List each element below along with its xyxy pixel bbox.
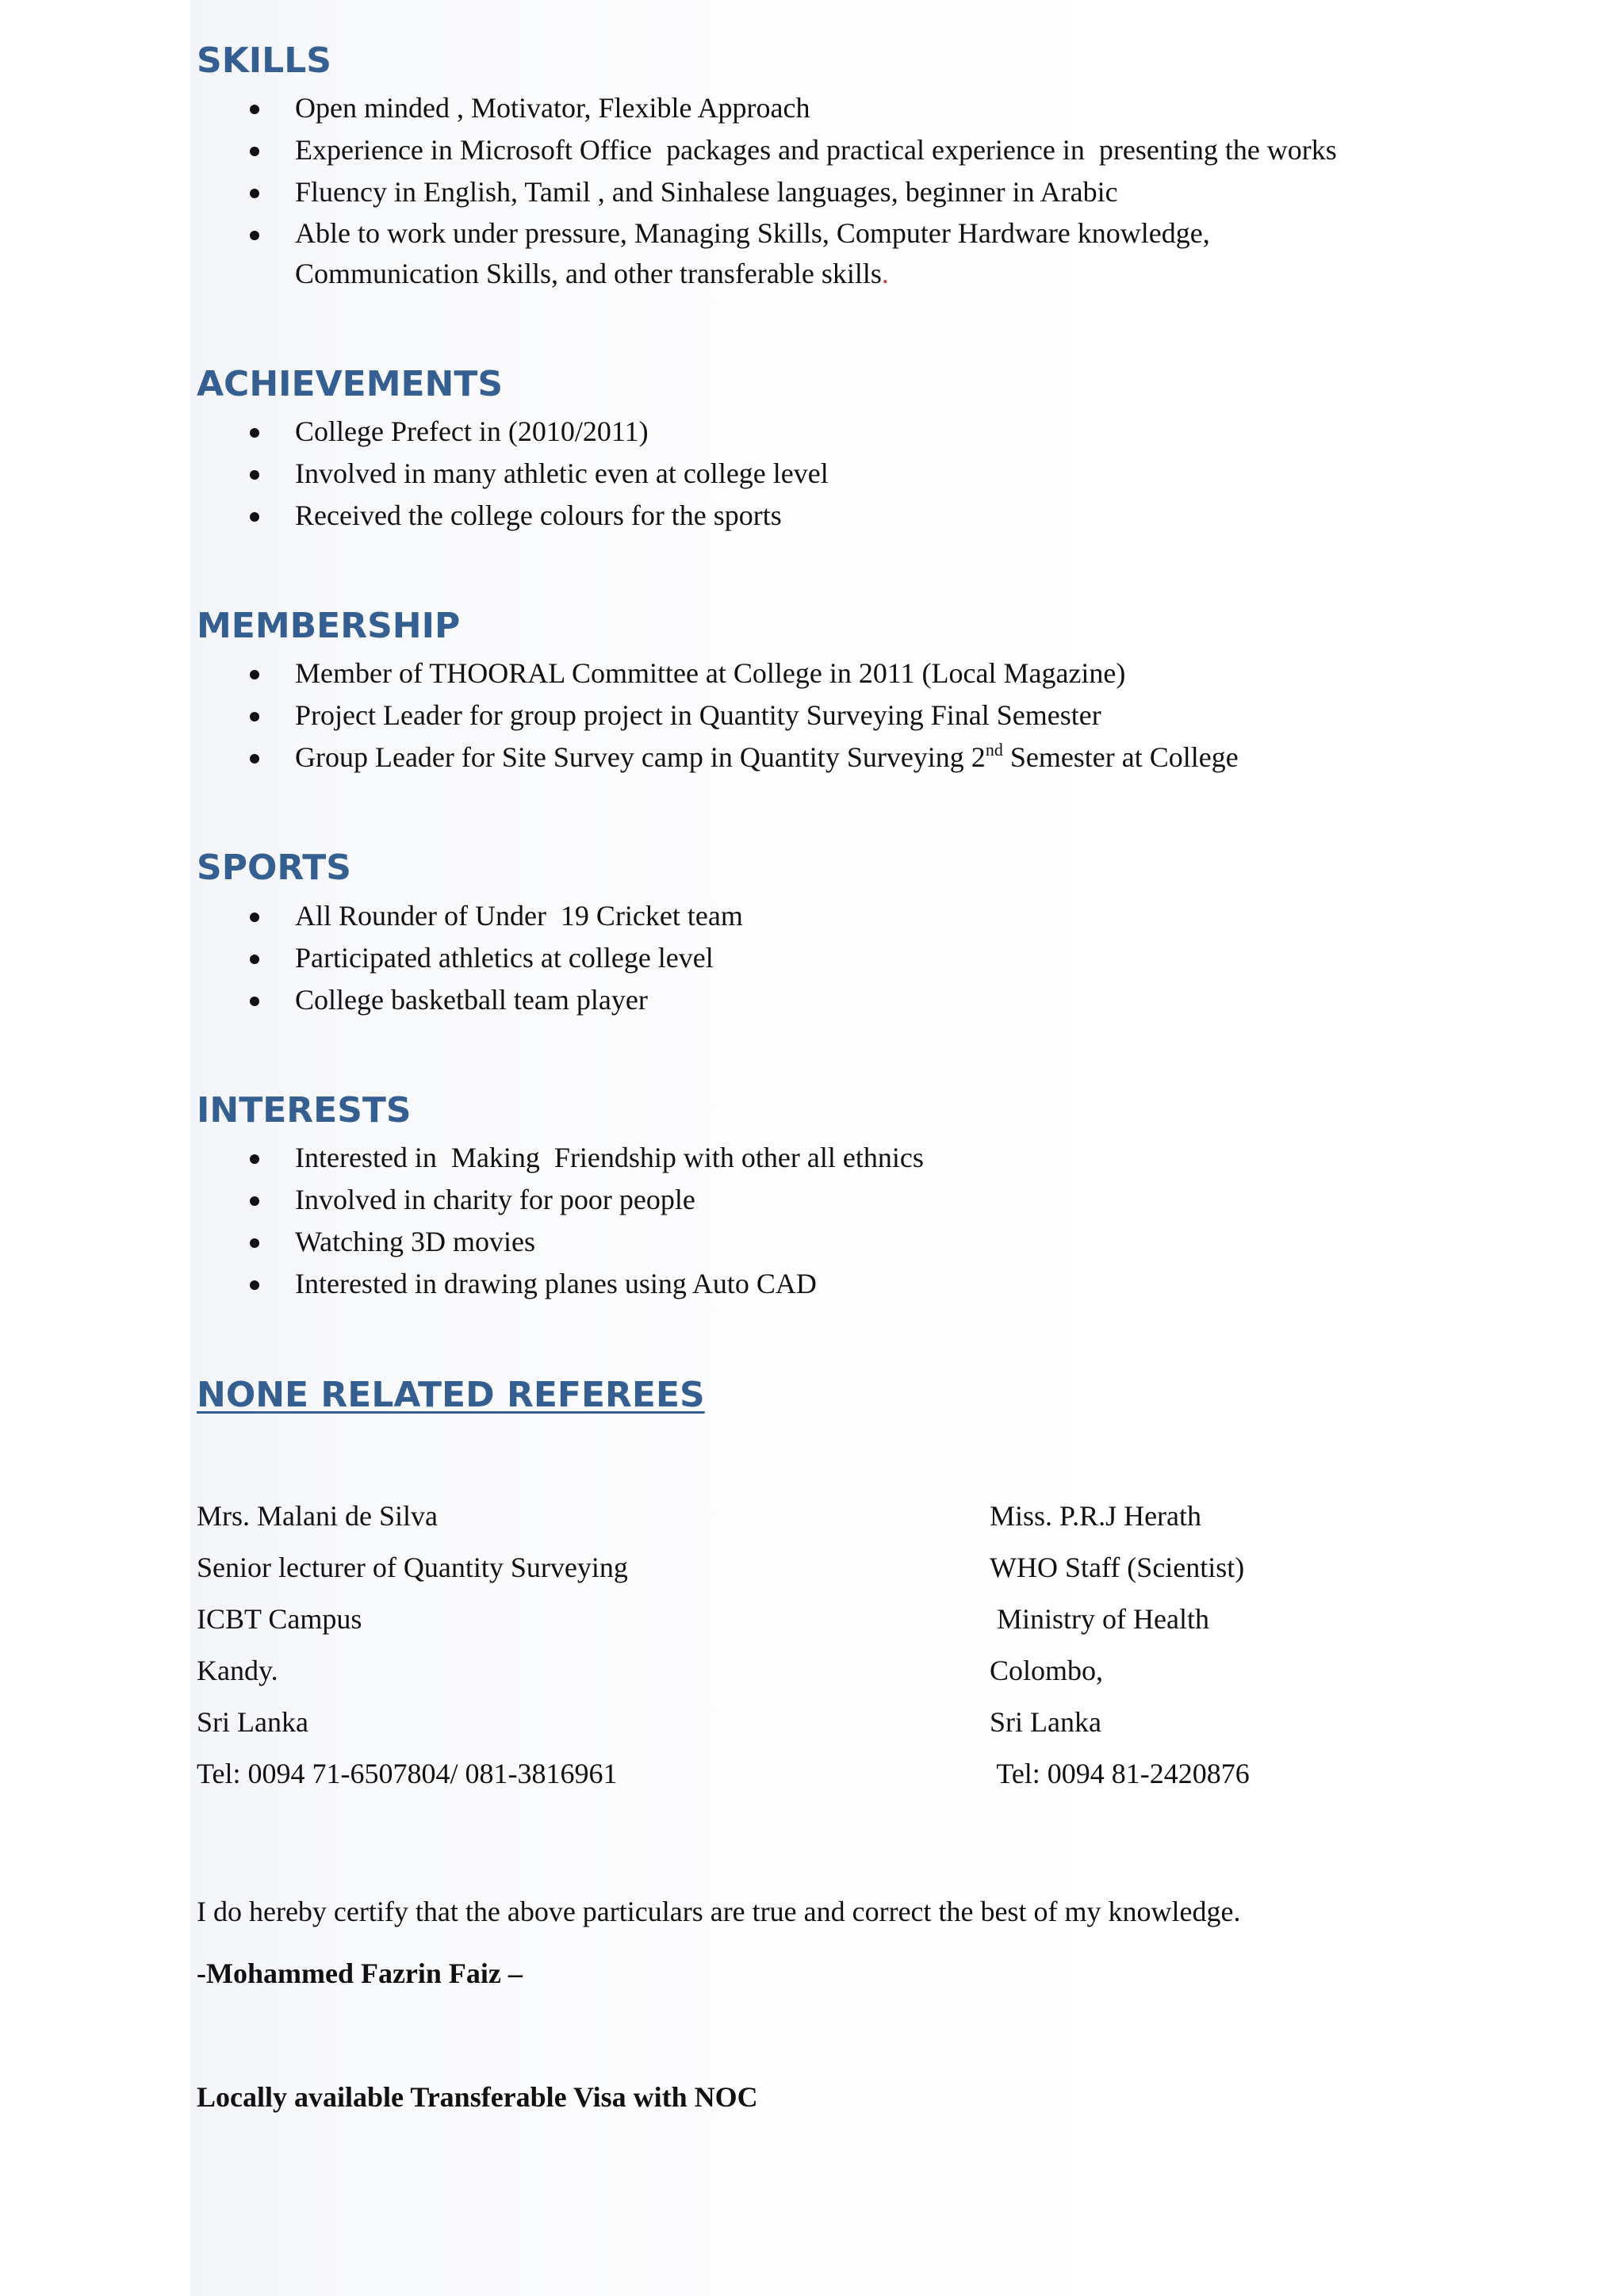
bullet-icon: [250, 997, 259, 1006]
list-item: Project Leader for group project in Quantity Surveying Final Semester: [197, 695, 1239, 737]
membership-list: [197, 652, 1239, 779]
interests-heading: INTERESTS: [197, 1090, 412, 1131]
list-item: Experience in Microsoft Office packages and practical experience in presenting the works: [197, 129, 1337, 171]
list-item: Able to work under pressure, Managing Skills, Computer Hardware knowledge, Communication Skills, and other transferable skills.: [197, 213, 1337, 294]
referee-phone: Tel: 0094 71-6507804/ 081-3816961: [197, 1758, 618, 1789]
interests-list: [197, 1137, 924, 1305]
skills-heading: SKILLS: [197, 40, 331, 81]
list-item: Fluency in English, Tamil , and Sinhalese languages, beginner in Arabic: [197, 171, 1337, 213]
achievements-list: [197, 411, 829, 537]
bullet-icon: [250, 147, 259, 156]
list-item: College basketball team player: [197, 979, 743, 1021]
membership-heading: MEMBERSHIP: [197, 606, 461, 646]
bullet-icon: [250, 105, 259, 114]
signature: -Mohammed Fazrin Faiz –: [197, 1957, 523, 1989]
skills-list: [197, 87, 1337, 294]
referee-organization: Ministry of Health: [990, 1603, 1209, 1635]
sports-heading: SPORTS: [197, 848, 351, 888]
list-item: Member of THOORAL Committee at College in 2011 (Local Magazine): [197, 652, 1239, 695]
bullet-icon: [250, 470, 259, 480]
referee-organization: ICBT Campus: [197, 1603, 362, 1635]
bullet-icon: [250, 231, 259, 240]
referee-right: [990, 1490, 1250, 1800]
list-item: College Prefect in (2010/2011): [197, 411, 829, 453]
list-item: Involved in charity for poor people: [197, 1179, 924, 1221]
bullet-icon: [250, 670, 259, 679]
referee-name: Miss. P.R.J Herath: [990, 1500, 1202, 1532]
referee-city: Colombo,: [990, 1655, 1104, 1686]
list-item: Involved in many athletic even at college level: [197, 453, 829, 495]
bullet-icon: [250, 754, 259, 763]
visa-note: Locally available Transferable Visa with NOC: [197, 2081, 758, 2113]
referee-city: Kandy.: [197, 1655, 278, 1686]
list-item: Received the college colours for the sports: [197, 495, 829, 537]
referee-title: WHO Staff (Scientist): [990, 1552, 1245, 1583]
declaration-text: I do hereby certify that the above particulars are true and correct the best of my knowledge.: [197, 1896, 1241, 1927]
list-item: Open minded , Motivator, Flexible Approach: [197, 87, 1337, 129]
bullet-icon: [250, 189, 259, 198]
list-item: Group Leader for Site Survey camp in Quantity Surveying 2nd Semester at College: [197, 737, 1239, 779]
bullet-icon: [250, 1280, 259, 1290]
sports-list: [197, 895, 743, 1021]
referee-country: Sri Lanka: [990, 1706, 1101, 1738]
list-item: Watching 3D movies: [197, 1221, 924, 1263]
list-item: Interested in Making Friendship with other all ethnics: [197, 1137, 924, 1179]
referee-name: Mrs. Malani de Silva: [197, 1500, 438, 1532]
referee-phone: Tel: 0094 81-2420876: [990, 1758, 1250, 1789]
referee-title: Senior lecturer of Quantity Surveying: [197, 1552, 628, 1583]
referees-heading: NONE RELATED REFEREES: [197, 1375, 705, 1415]
list-item: Interested in drawing planes using Auto CAD: [197, 1263, 924, 1305]
bullet-icon: [250, 1196, 259, 1206]
bullet-icon: [250, 1154, 259, 1164]
bullet-icon: [250, 1238, 259, 1248]
referee-country: Sri Lanka: [197, 1706, 308, 1738]
achievements-heading: ACHIEVEMENTS: [197, 364, 504, 404]
bullet-icon: [250, 955, 259, 964]
bullet-icon: [250, 913, 259, 922]
bullet-icon: [250, 428, 259, 438]
list-item: Participated athletics at college level: [197, 937, 743, 979]
referee-left: [197, 1490, 628, 1800]
bullet-icon: [250, 712, 259, 721]
list-item: All Rounder of Under 19 Cricket team: [197, 895, 743, 937]
bullet-icon: [250, 512, 259, 522]
